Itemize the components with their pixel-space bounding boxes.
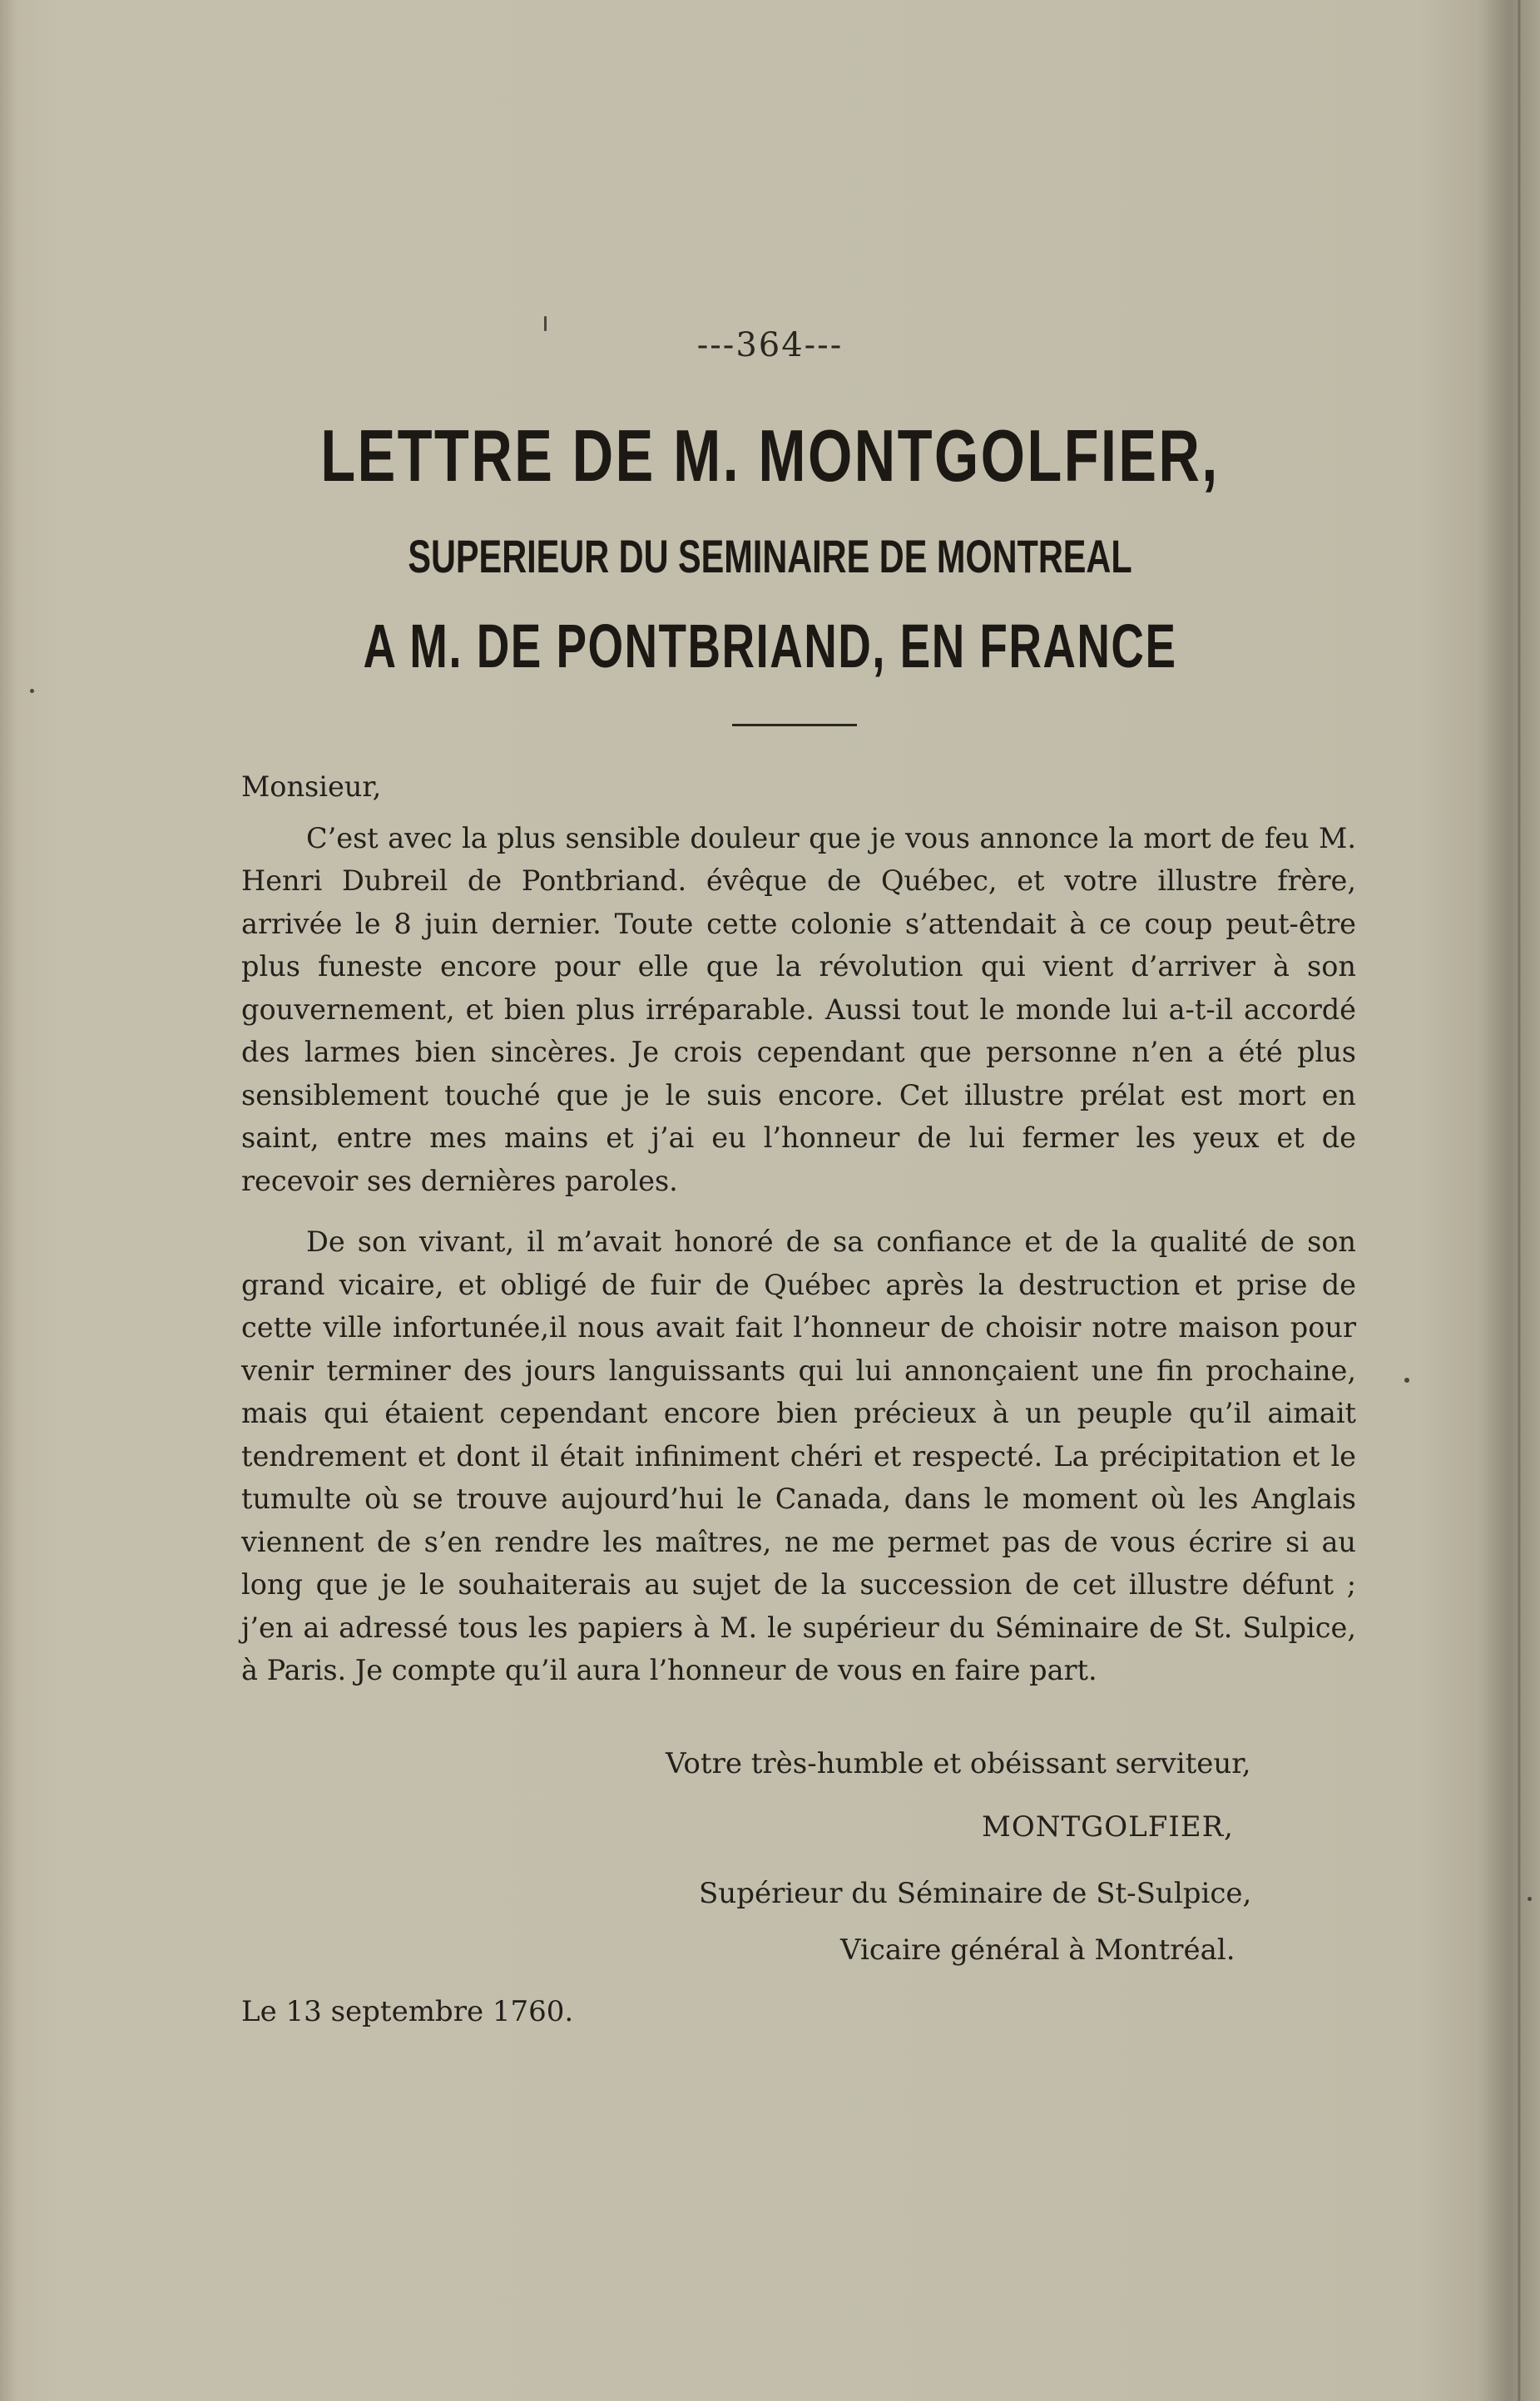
- scan-speck: [1404, 1378, 1409, 1383]
- title-divider: [732, 724, 857, 726]
- letter-title: LETTRE DE M. MONTGOLFIER,: [320, 414, 1220, 497]
- paragraph-2: De son vivant, il m’avait honoré de sa confiance et de la qualité de son grand vicaire, et obligé de fuir de Québec après la destruction et prise de cette ville infortunée,il nous avait fait l’honneur de choisir notre maison pour venir terminer des jours languissants qui lui annonçaient une fin prochaine, mais qui étaient cependant encore bien précieux à un peuple qu’il aimait tendrement et dont il était infiniment chéri et respecté. La précipitation et le tumulte où se trouve aujourd’hui le Canada, dans le moment où les Anglais viennent de s’en rendre les maîtres, ne me permet pas de vous écrire si au long que je le souhaiterais au sujet de la succession de cet illustre défunt ; j’en ai adressé tous les papiers à M. le supérieur du Séminaire de St. Sulpice, à Paris. Je compte qu’il aura l’honneur de vous en faire part.: [241, 1225, 1356, 1686]
- page-number: ---364---: [696, 326, 844, 364]
- signatory-title-1: Supérieur du Séminaire de St-Sulpice,: [699, 1877, 1252, 1910]
- signature: MONTGOLFIER,: [982, 1810, 1234, 1844]
- scan-speck: [30, 689, 34, 693]
- salutation: Monsieur,: [241, 770, 382, 803]
- scan-speck: [1528, 1897, 1532, 1901]
- letter-body: [241, 765, 1356, 1692]
- closing-formula: Votre très-humble et obéissant serviteur,: [666, 1747, 1251, 1780]
- paragraph-1: C’est avec la plus sensible douleur que je vous annonce la mort de feu M. Henri Dubreil de Pontbriand. évêque de Québec, et votre illustre frère, arrivée le 8 juin dernier. Toute cette colonie s’attendait à ce coup peut-être plus funeste encore pour elle que la révolution qui vient d’arriver à son gouvernement, et bien plus irréparable. Aussi tout le monde lui a-t-il accordé des larmes bien sincères. Je crois cependant que personne n’en a été plus sensiblement touché que je le suis encore. Cet illustre prélat est mort en saint, entre mes mains et j’ai eu l’honneur de lui fermer les yeux et de recevoir ses dernières paroles.: [241, 821, 1356, 1197]
- letter-date: Le 13 septembre 1760.: [241, 1995, 574, 2028]
- letter-subtitle: SUPERIEUR DU SEMINAIRE DE MONTREAL: [408, 530, 1132, 582]
- signatory-title-2: Vicaire général à Montréal.: [840, 1933, 1235, 1967]
- letter-recipient: A M. DE PONTBRIAND, EN FRANCE: [363, 611, 1177, 681]
